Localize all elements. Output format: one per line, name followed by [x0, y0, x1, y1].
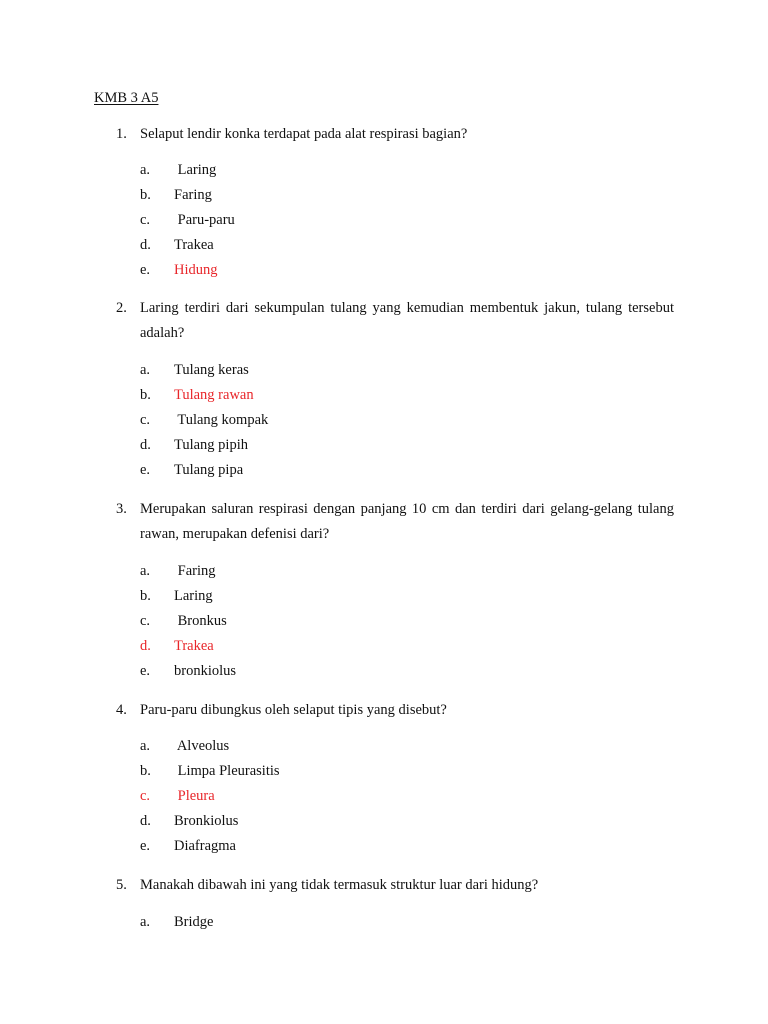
option-letter: b.	[140, 387, 151, 403]
option-text: Tulang pipih	[174, 437, 248, 453]
question-number: 1.	[116, 126, 127, 142]
option-text: Faring	[174, 187, 212, 203]
question-text: Manakah dibawah ini yang tidak termasuk struktur luar dari hidung?	[140, 877, 539, 893]
question-number: 5.	[116, 877, 127, 893]
option-text: Laring	[174, 588, 213, 604]
option-item	[0, 433, 768, 458]
option-letter: a.	[140, 362, 151, 378]
option-letter: d.	[140, 638, 151, 654]
option-text: Tulang pipa	[174, 462, 244, 478]
correct-answer-text: Tulang rawan	[174, 387, 254, 403]
option-text: Limpa Pleurasitis	[174, 763, 280, 779]
option-letter: c.	[140, 788, 151, 804]
question-number: 3.	[116, 501, 127, 517]
option-letter: c.	[140, 412, 151, 428]
option-text: Tulang kompak	[174, 412, 269, 428]
option-item	[0, 809, 768, 834]
option-letter: d.	[140, 237, 151, 253]
question-text: Paru-paru dibungkus oleh selaput tipis yang disebut?	[140, 702, 447, 718]
option-text: Alveolus	[174, 738, 230, 754]
option-text: Bridge	[174, 914, 214, 930]
option-letter: c.	[140, 613, 151, 629]
correct-answer-text: Hidung	[174, 262, 218, 278]
option-item-correct	[0, 258, 768, 283]
option-letter: b.	[140, 763, 151, 779]
option-letter: b.	[140, 187, 151, 203]
option-item	[0, 458, 768, 483]
option-text: Faring	[174, 563, 216, 579]
option-letter: c.	[140, 212, 151, 228]
option-item-correct	[0, 784, 768, 809]
option-letter: a.	[140, 563, 151, 579]
option-letter: a.	[140, 738, 151, 754]
option-letter: e.	[140, 838, 151, 854]
option-item	[0, 158, 768, 183]
option-item	[0, 408, 768, 433]
question-text: Merupakan saluran respirasi dengan panjang 10 cm dan terdiri dari gelang-gelang tulang rawan, merupakan defenisi dari?	[140, 501, 674, 542]
option-text: Bronkiolus	[174, 813, 239, 829]
correct-answer-text: Pleura	[174, 788, 215, 804]
option-item-correct	[0, 383, 768, 408]
option-letter: e.	[140, 663, 151, 679]
option-item	[0, 233, 768, 258]
option-letter: b.	[140, 588, 151, 604]
option-text: Bronkus	[174, 613, 227, 629]
option-item	[0, 609, 768, 634]
option-item	[0, 358, 768, 383]
option-letter: d.	[140, 437, 151, 453]
option-letter: a.	[140, 914, 151, 930]
question-number: 4.	[116, 702, 127, 718]
option-text: Paru-paru	[174, 212, 235, 228]
option-text: bronkiolus	[174, 663, 237, 679]
option-text: Trakea	[174, 237, 214, 253]
correct-answer-text: Trakea	[174, 638, 214, 654]
option-text: Laring	[174, 162, 217, 178]
option-item	[0, 659, 768, 684]
option-text: Diafragma	[174, 838, 236, 854]
option-item	[0, 910, 768, 935]
option-text: Tulang keras	[174, 362, 249, 378]
option-item-correct	[0, 634, 768, 659]
question-number: 2.	[116, 300, 127, 316]
option-letter: a.	[140, 162, 151, 178]
option-item	[0, 834, 768, 859]
option-letter: d.	[140, 813, 151, 829]
option-letter: e.	[140, 262, 151, 278]
option-item	[0, 584, 768, 609]
question-text: Selaput lendir konka terdapat pada alat respirasi bagian?	[140, 126, 468, 142]
page-title: KMB 3 A5	[94, 90, 159, 106]
question-text: Laring terdiri dari sekumpulan tulang yang kemudian membentuk jakun, tulang tersebut adalah?	[140, 300, 674, 341]
option-item	[0, 208, 768, 233]
option-item	[0, 734, 768, 759]
option-item	[0, 559, 768, 584]
option-item	[0, 183, 768, 208]
option-item	[0, 759, 768, 784]
option-letter: e.	[140, 462, 151, 478]
